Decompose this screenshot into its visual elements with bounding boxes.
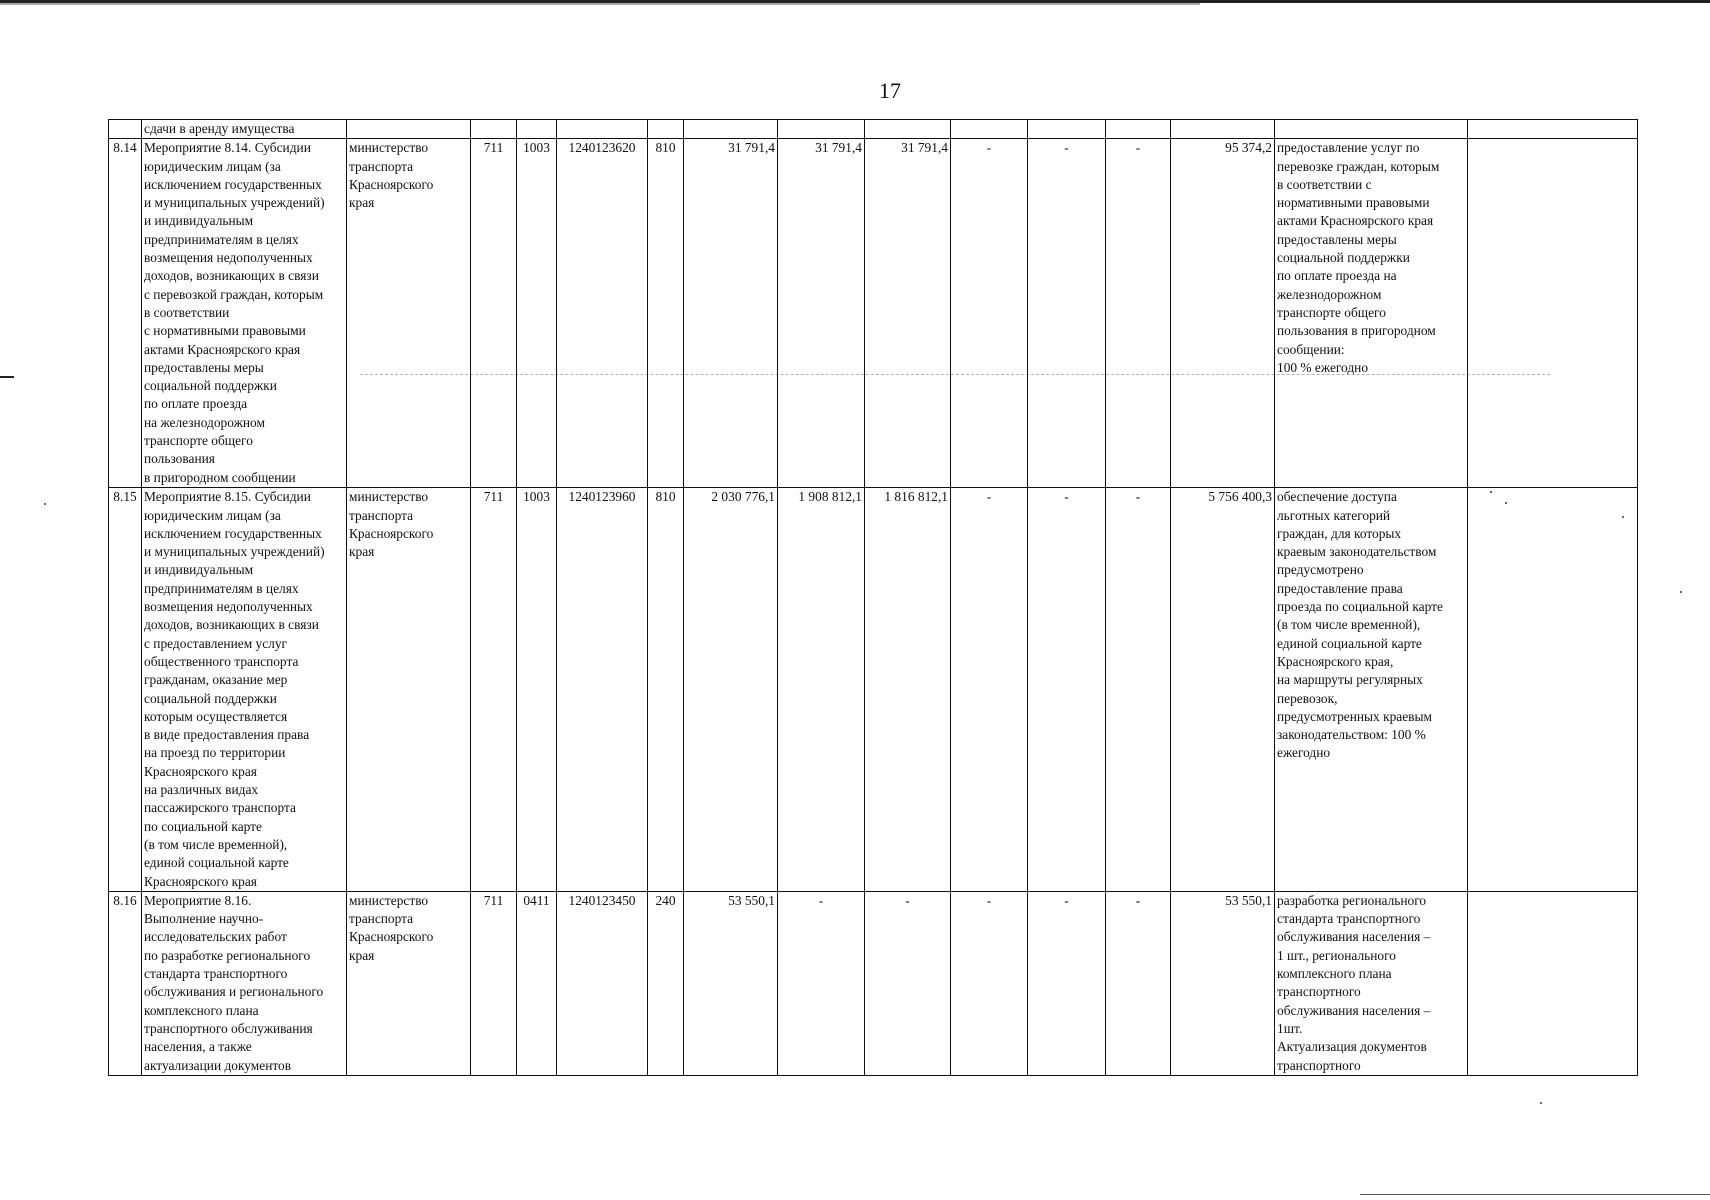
empty-cell xyxy=(648,120,684,139)
scan-left-mark xyxy=(0,376,14,378)
year-6-amount: - xyxy=(1106,891,1171,1075)
empty-cell xyxy=(1106,120,1171,139)
rzpr-code: 0411 xyxy=(517,891,557,1075)
page-number: 17 xyxy=(879,78,901,103)
table-row xyxy=(109,139,1638,488)
year-6-amount: - xyxy=(1106,139,1171,488)
year-3-amount: - xyxy=(865,891,951,1075)
vr-code: 810 xyxy=(648,488,684,892)
empty-cell xyxy=(1275,120,1468,139)
empty-cell xyxy=(347,120,471,139)
empty-cell xyxy=(1171,120,1275,139)
scan-artifact-dashes xyxy=(360,374,1550,376)
grbs-code: 711 xyxy=(471,488,517,892)
table-row xyxy=(109,891,1638,1075)
expected-result: обеспечение доступа льготных категорий граждан, для которых краевым законодательством предусмотрено предоставление права проезда по социальной карте (в том числе временной), единой социальной карте Красноярского края, на маршруты регулярных перевозок, предусмотренных краевым законодательством: 100 % ежегодно xyxy=(1275,488,1468,892)
year-1-amount: 53 550,1 xyxy=(684,891,778,1075)
year-2-amount: - xyxy=(778,891,865,1075)
activity-name: сдачи в аренду имущества xyxy=(142,120,347,139)
empty-cell xyxy=(1468,891,1638,1075)
empty-cell xyxy=(778,120,865,139)
scan-speck xyxy=(1490,491,1492,493)
year-4-amount: - xyxy=(951,891,1028,1075)
table-row xyxy=(109,488,1638,892)
executor: министерство транспорта Красноярского края xyxy=(347,139,471,488)
empty-cell xyxy=(1028,120,1106,139)
vr-code: 810 xyxy=(648,139,684,488)
scan-speck xyxy=(1505,502,1507,504)
expected-result: предоставление услуг по перевозке граждан, которым в соответствии с нормативными правовыми актами Красноярского края предоставлены меры социальной поддержки по оплате проезда на железнодорожном транспорте общего пользования в пригородном сообщении: 100 % ежегодно xyxy=(1275,139,1468,488)
scan-speck xyxy=(44,503,46,505)
scan-bottom-edge xyxy=(1360,1194,1710,1195)
year-4-amount: - xyxy=(951,488,1028,892)
empty-cell xyxy=(1468,488,1638,892)
empty-cell xyxy=(517,120,557,139)
grbs-code: 711 xyxy=(471,139,517,488)
empty-cell xyxy=(951,120,1028,139)
rzpr-code: 1003 xyxy=(517,139,557,488)
year-5-amount: - xyxy=(1028,139,1106,488)
year-6-amount: - xyxy=(1106,488,1171,892)
empty-cell xyxy=(1468,120,1638,139)
activities-table xyxy=(108,119,1638,1076)
total-amount: 95 374,2 xyxy=(1171,139,1275,488)
expected-result: разработка регионального стандарта транспортного обслуживания населения – 1 шт., регионального комплексного плана транспортного обслуживания населения – 1шт. Актуализация документов транспортного xyxy=(1275,891,1468,1075)
year-5-amount: - xyxy=(1028,488,1106,892)
executor: министерство транспорта Красноярского края xyxy=(347,488,471,892)
year-1-amount: 2 030 776,1 xyxy=(684,488,778,892)
activity-name: Мероприятие 8.14. Субсидии юридическим лицам (за исключением государственных и муниципальных учреждений) и индивидуальным предпринимателям в целях возмещения недополученных доходов, возникающих в связи с перевозкой граждан, которым в соответствии с нормативными правовыми актами Красноярского края предоставлены меры социальной поддержки по оплате проезда на железнодорожном транспорте общего пользования в пригородном сообщении xyxy=(142,139,347,488)
empty-cell xyxy=(471,120,517,139)
executor: министерство транспорта Красноярского края xyxy=(347,891,471,1075)
year-4-amount: - xyxy=(951,139,1028,488)
rzpr-code: 1003 xyxy=(517,488,557,892)
total-amount: 53 550,1 xyxy=(1171,891,1275,1075)
scan-speck xyxy=(1622,516,1624,518)
year-3-amount: 31 791,4 xyxy=(865,139,951,488)
row-number: 8.15 xyxy=(109,488,142,892)
activity-name: Мероприятие 8.16. Выполнение научно- исследовательских работ по разработке регионального стандарта транспортного обслуживания и регионального комплексного плана транспортного обслуживания населения, а также актуализации документов xyxy=(142,891,347,1075)
year-2-amount: 31 791,4 xyxy=(778,139,865,488)
row-number: 8.14 xyxy=(109,139,142,488)
table-row xyxy=(109,120,1638,139)
empty-cell xyxy=(865,120,951,139)
scan-speck xyxy=(1680,591,1682,593)
vr-code: 240 xyxy=(648,891,684,1075)
csr-code: 1240123620 xyxy=(557,139,648,488)
csr-code: 1240123960 xyxy=(557,488,648,892)
scan-speck xyxy=(1540,1102,1542,1104)
year-3-amount: 1 816 812,1 xyxy=(865,488,951,892)
empty-cell xyxy=(557,120,648,139)
empty-cell xyxy=(1468,139,1638,488)
scan-top-edge-shadow xyxy=(0,3,1200,5)
year-5-amount: - xyxy=(1028,891,1106,1075)
empty-cell xyxy=(684,120,778,139)
csr-code: 1240123450 xyxy=(557,891,648,1075)
year-1-amount: 31 791,4 xyxy=(684,139,778,488)
grbs-code: 711 xyxy=(471,891,517,1075)
total-amount: 5 756 400,3 xyxy=(1171,488,1275,892)
row-number xyxy=(109,120,142,139)
activity-name: Мероприятие 8.15. Субсидии юридическим лицам (за исключением государственных и муниципальных учреждений) и индивидуальным предпринимателям в целях возмещения недополученных доходов, возникающих в связи с предоставлением услуг общественного транспорта гражданам, оказание мер социальной поддержки которым осуществляется в виде предоставления права на проезд по территории Красноярского края на различных видах пассажирского транспорта по социальной карте (в том числе временной), единой социальной карте Красноярского края xyxy=(142,488,347,892)
row-number: 8.16 xyxy=(109,891,142,1075)
year-2-amount: 1 908 812,1 xyxy=(778,488,865,892)
